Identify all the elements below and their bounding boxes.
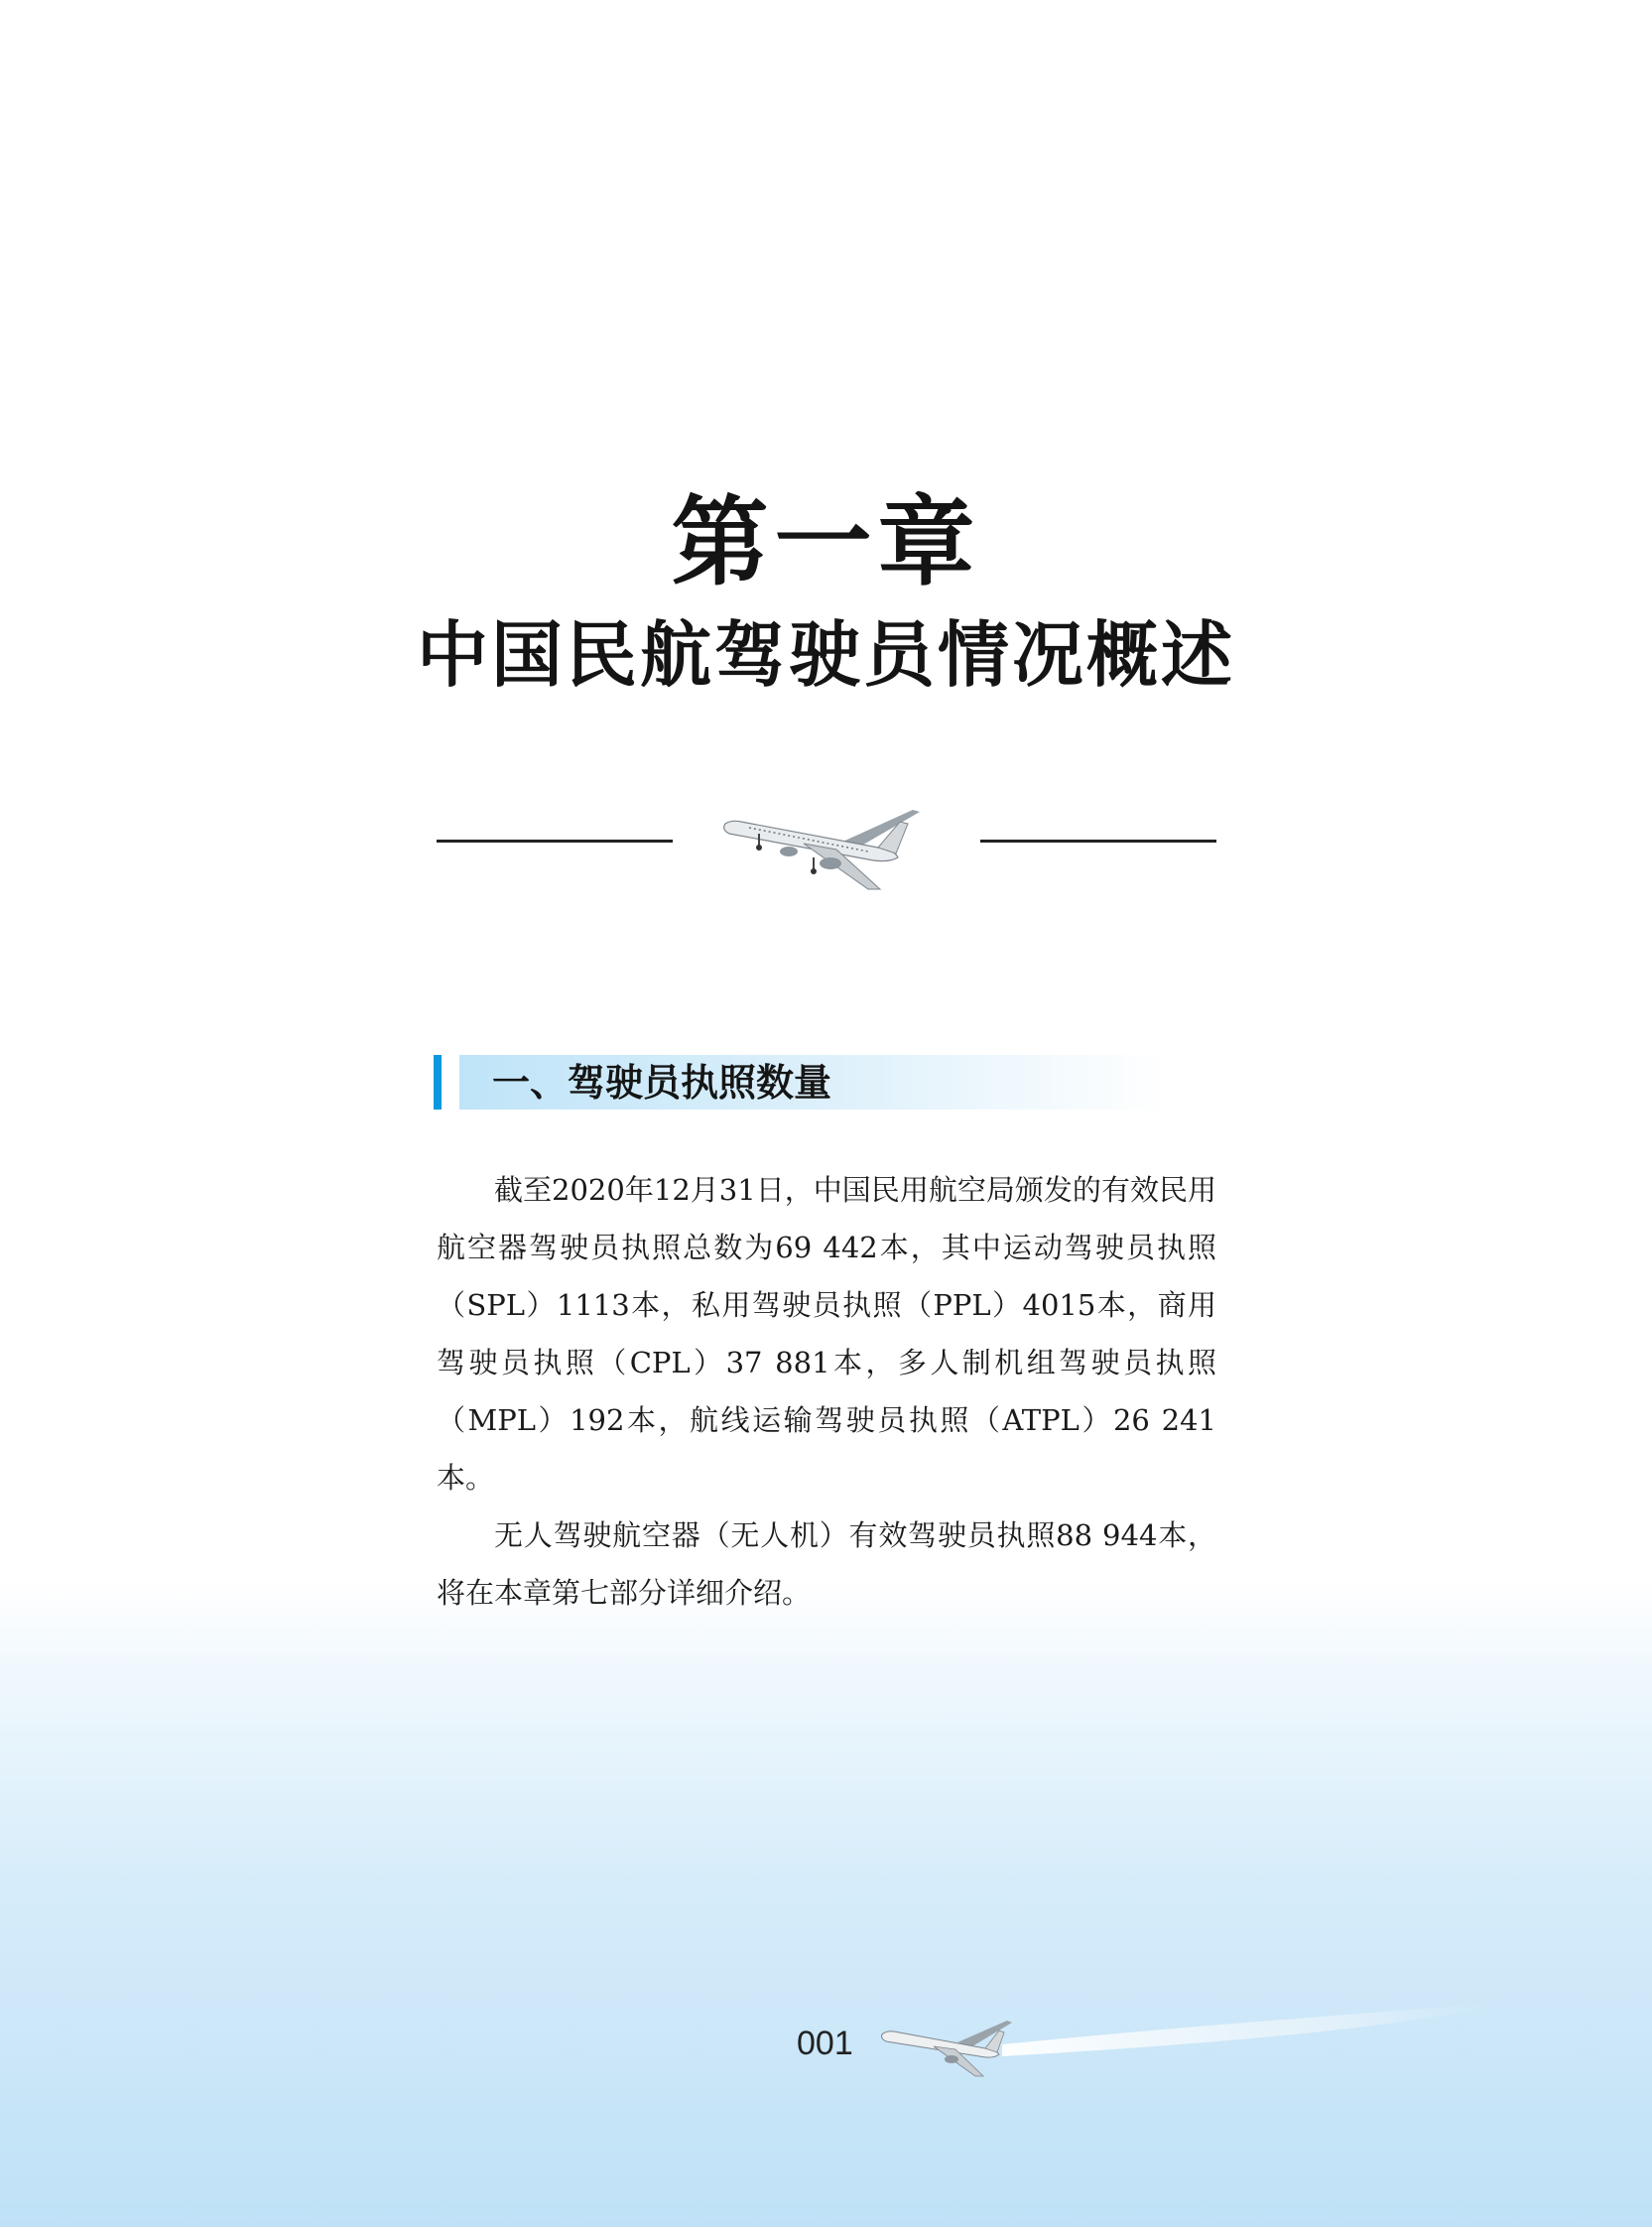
chapter-number: 第一章: [671, 486, 981, 599]
body-text: [437, 1161, 1216, 1622]
chapter-title: 中国民航驾驶员情况概述: [416, 613, 1235, 697]
paragraph: 截至2020年12月31日，中国民用航空局颁发的有效民用航空器驾驶员执照总数为69 442本，其中运动驾驶员执照（SPL）1113本，私用驾驶员执照（PPL）4015本，商用驾驶员执照（CPL）37 881本，多人制机组驾驶员执照（MPL）192本，航线运输驾驶员执照（ATPL）26 241本。: [437, 1173, 1216, 1495]
divider-right-line: [980, 840, 1216, 843]
footer-streak: [1002, 1995, 1518, 2074]
airplane-icon: [719, 802, 928, 891]
divider-left-line: [437, 840, 673, 843]
page-number: 001: [797, 2025, 853, 2062]
footer-airplane-icon: [878, 2017, 1017, 2078]
paragraph: 无人驾驶航空器（无人机）有效驾驶员执照88 944本，将在本章第七部分详细介绍。: [437, 1518, 1216, 1610]
section-accent-bar: [434, 1055, 442, 1110]
section-heading: 一、驾驶员执照数量: [492, 1061, 832, 1105]
